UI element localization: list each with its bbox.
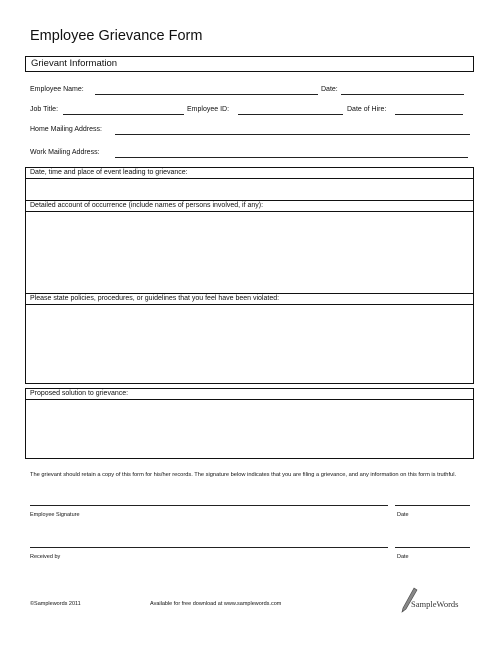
policies-box-label: Please state policies, procedures, or guidelines that you feel have been violated: bbox=[30, 295, 280, 302]
solution-box[interactable] bbox=[25, 388, 474, 459]
policies-box[interactable] bbox=[25, 293, 474, 384]
received-by-line[interactable] bbox=[30, 547, 388, 548]
copyright-text: ©Samplewords 2011 bbox=[30, 601, 81, 607]
account-box[interactable] bbox=[25, 200, 474, 294]
date2-line[interactable] bbox=[395, 547, 470, 548]
solution-box-label: Proposed solution to grievance: bbox=[30, 390, 129, 397]
home-address-label: Home Mailing Address: bbox=[30, 126, 102, 133]
date-of-hire-field[interactable] bbox=[395, 114, 463, 115]
home-address-field[interactable] bbox=[115, 134, 470, 135]
work-address-label: Work Mailing Address: bbox=[30, 149, 100, 156]
received-by-label: Received by bbox=[30, 554, 61, 560]
job-title-field[interactable] bbox=[63, 114, 184, 115]
date1-label: Date bbox=[397, 512, 409, 518]
logo-text: SampleWords bbox=[411, 599, 459, 609]
download-text: Available for free download at www.samplewords.com bbox=[150, 601, 282, 607]
work-address-field[interactable] bbox=[115, 157, 468, 158]
section-title: Grievant Information bbox=[31, 58, 118, 69]
date-label: Date: bbox=[321, 86, 338, 93]
date-of-hire-label: Date of Hire: bbox=[347, 106, 387, 113]
grievant-information-header bbox=[25, 56, 474, 72]
samplewords-logo bbox=[397, 585, 467, 615]
employee-signature-line[interactable] bbox=[30, 505, 388, 506]
form-title: Employee Grievance Form bbox=[30, 28, 203, 44]
employee-id-label: Employee ID: bbox=[187, 106, 230, 113]
date1-line[interactable] bbox=[395, 505, 470, 506]
event-box-label: Date, time and place of event leading to grievance: bbox=[30, 169, 188, 176]
job-title-label: Job Title: bbox=[30, 106, 59, 113]
account-box-label: Detailed account of occurrence (include names of persons involved, if any): bbox=[30, 202, 264, 209]
date-field[interactable] bbox=[341, 94, 464, 95]
event-box[interactable] bbox=[25, 167, 474, 201]
employee-name-label: Employee Name: bbox=[30, 86, 84, 93]
employee-signature-label: Employee Signature bbox=[30, 512, 80, 518]
truthfulness-note: The grievant should retain a copy of this form for his/her records. The signature below indicates that you are filing a grievance, and any information on this form is truthful. bbox=[30, 472, 457, 478]
employee-id-field[interactable] bbox=[238, 114, 343, 115]
date2-label: Date bbox=[397, 554, 409, 560]
employee-name-field[interactable] bbox=[95, 94, 318, 95]
